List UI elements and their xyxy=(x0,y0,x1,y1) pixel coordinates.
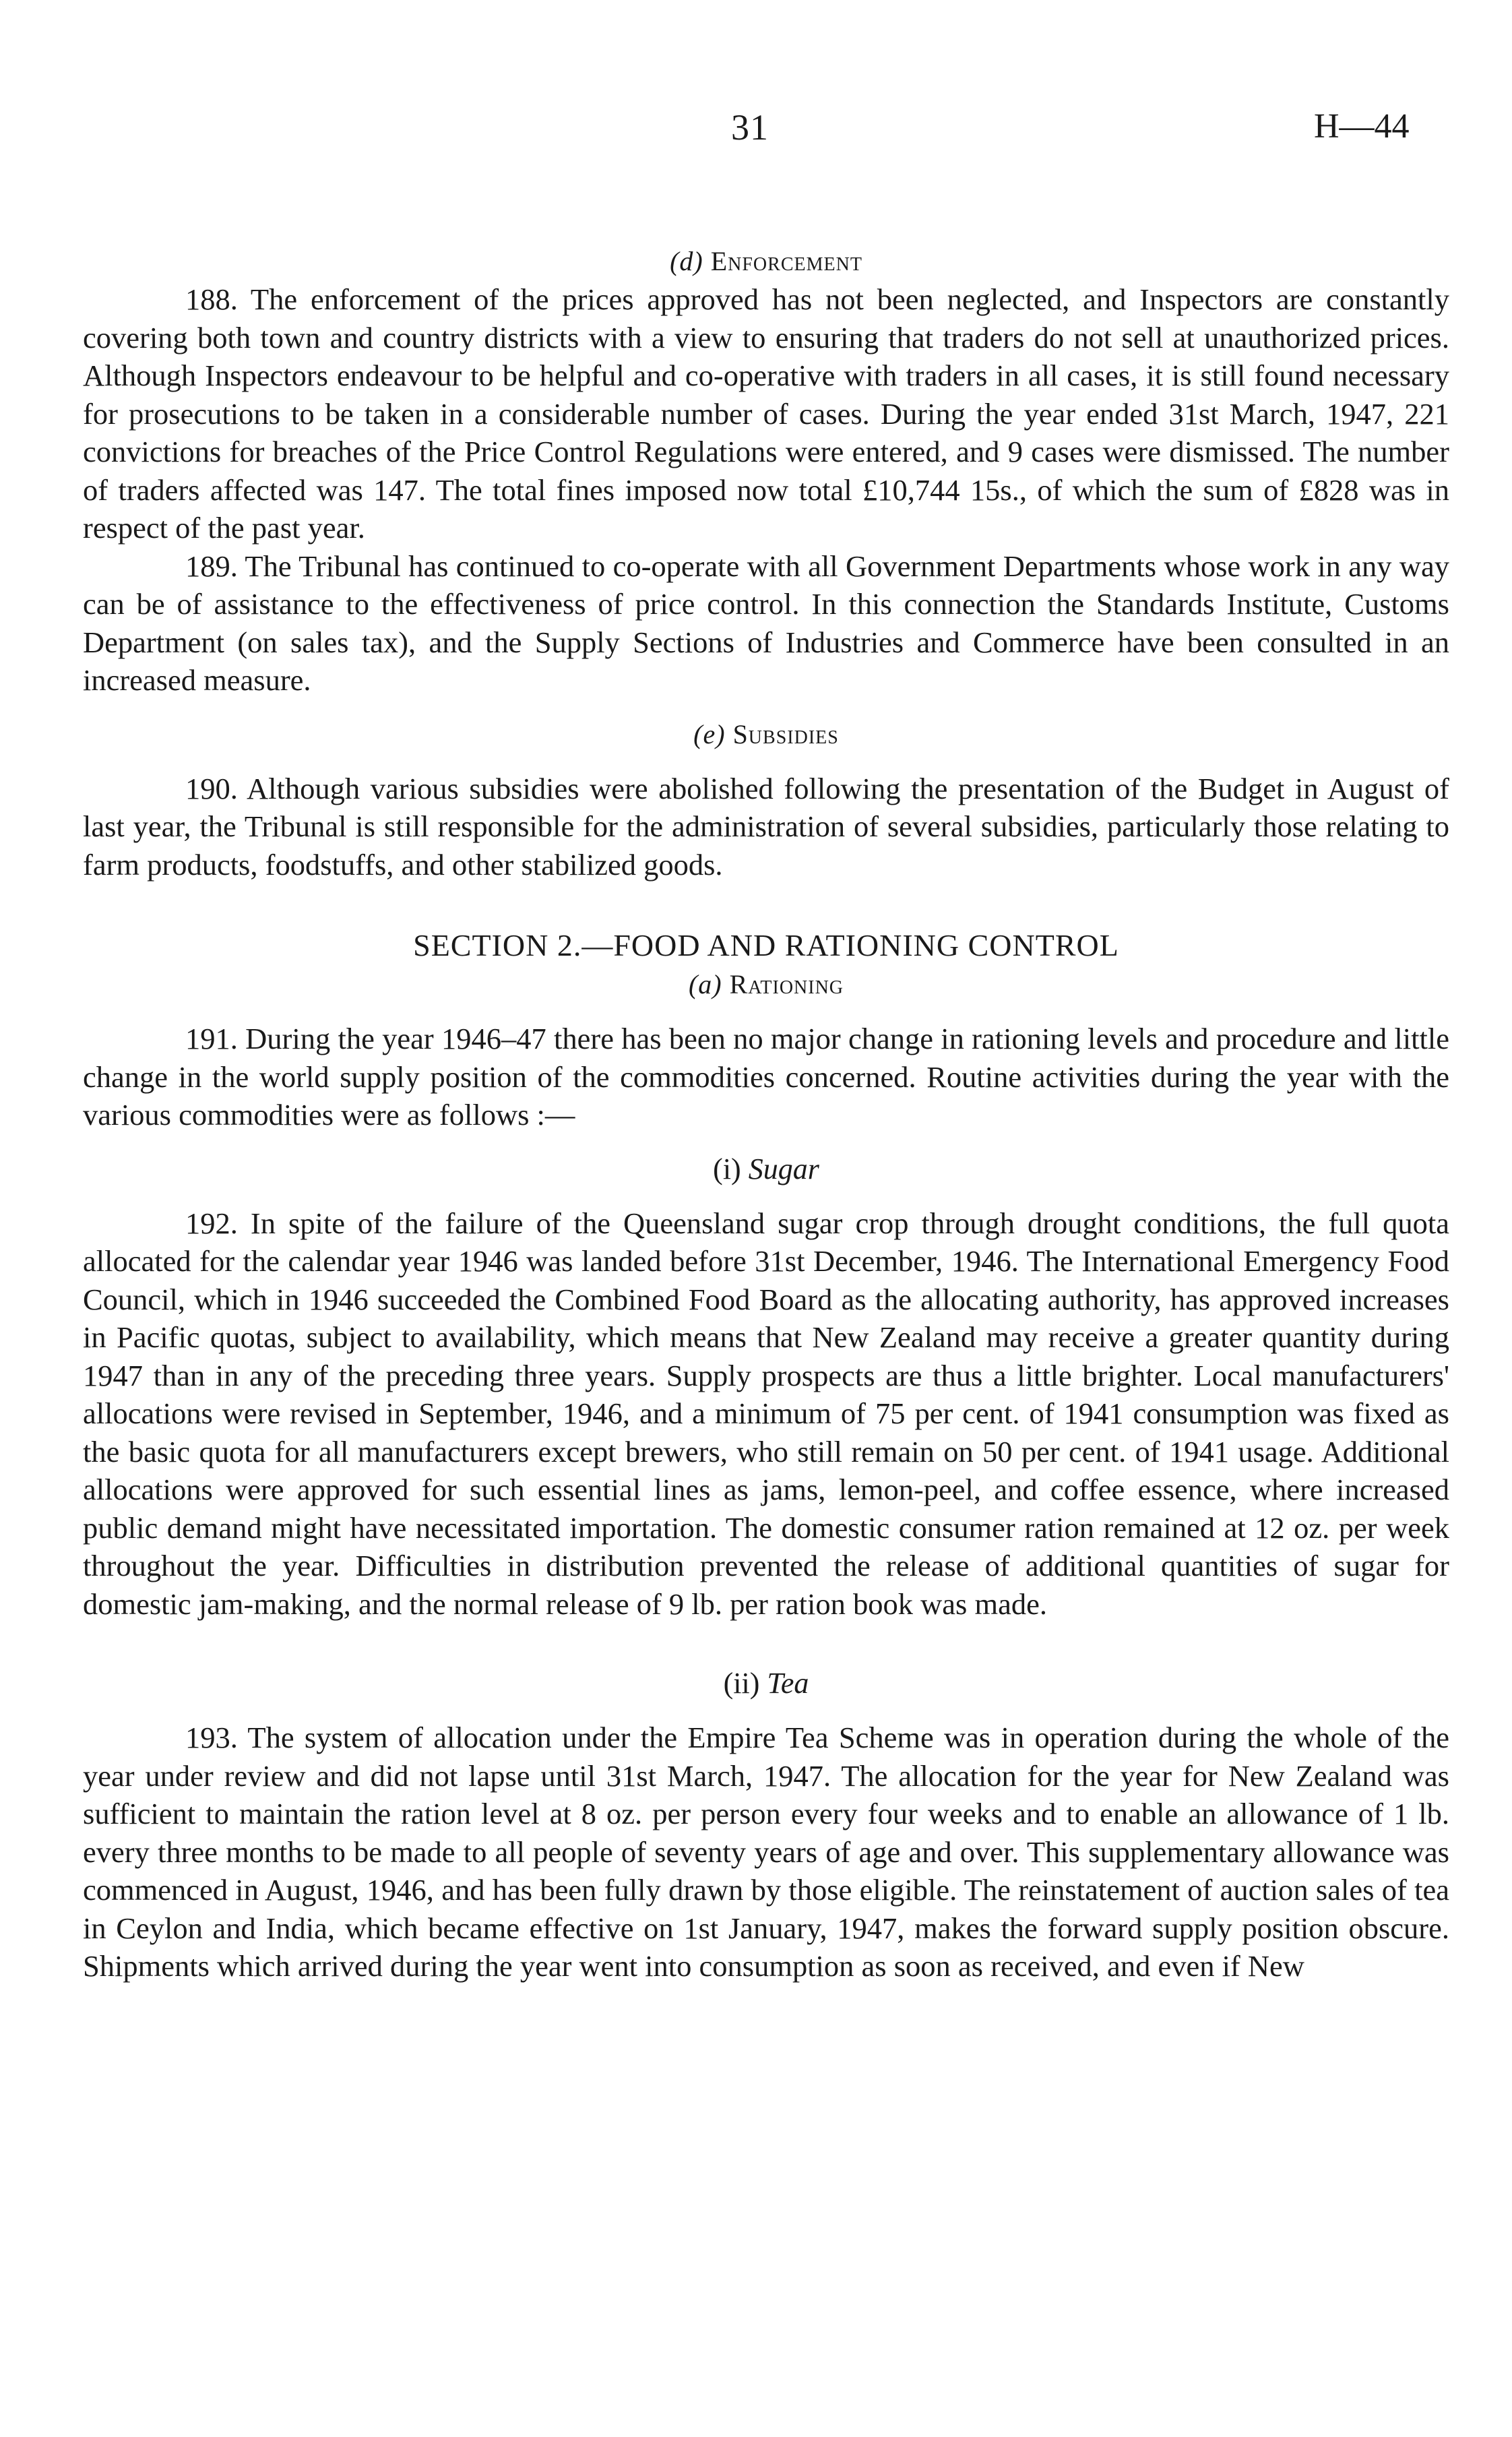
paragraph-189: 189. The Tribunal has continued to co-operate with all Government Departments whose work in any way can be of assistance to the effectiveness of price control. In this connection the Standards Institute, Customs Department (on sales tax), and the Supply Sections of Industries and Commerce have been consulted in an increased measure. xyxy=(83,549,1449,697)
spacer xyxy=(83,1134,1449,1150)
page-number: 31 xyxy=(731,107,769,148)
paragraph-190: 190. Although various subsidies were abolished following the presentation of the Budget in August of last year, the Tribunal is still responsible for the administration of several subsidies, particularly those relating to farm products, foodstuffs, and other stabilized goods. xyxy=(83,771,1449,882)
spacer xyxy=(83,1702,1449,1719)
paragraph-192: 192. In spite of the failure of the Queensland sugar crop through drought conditions, the full quota allocated for the calendar year 1946 was landed before 31st December, 1946. The International Emergency Food Council, which in 1946 succeeded the Combined Food Board as the allocating authority, has approved increases in Pacific quotas, subject to availability, which means that New Zealand may receive a greater quantity during 1947 than in any of the preceding three years. Supply prospects are thus a little brighter. Local manufacturers' allocations were revised in September, 1946, and a minimum of 75 per cent. of 1941 consumption was fixed as the basic quota for all manufacturers except brewers, who still remain on 50 per cent. of 1941 usage. Additional allocations were approved for such essential lines as jams, lemon-peel, and coffee essence, where increased public demand might have necessitated importation. The domestic consumer ration remained at 12 oz. per week throughout the year. Difficulties in distribution prevented the release of additional quantities of sugar for domestic jam-making, and the normal release of 9 lb. per ration book was made. xyxy=(83,1206,1449,1621)
paragraph-193: 193. The system of allocation under the Empire Tea Scheme was in operation during the whole of the year under review and did not lapse until 31st March, 1947. The allocation for the year for New Zealand was sufficient to maintain the ration level at 8 oz. per person every four weeks and to enable an allowance of 1 lb. every three months to be made to all people of seventy years of age and over. This supplementary allowance was commenced in August, 1946, and has been fully drawn by those eligible. The reinstatement of auction sales of tea in Ceylon and India, which became effective on 1st January, 1947, makes the forward supply position obscure. Shipments which arrived during the year went into consumption as soon as received, and even if New xyxy=(83,1721,1449,1983)
paragraph-188: 188. The enforcement of the prices approved has not been neglected, and Inspectors are constantly covering both town and country districts with a view to ensuring that traders do not sell at unauthorized prices. Although Inspectors endeavour to be helpful and co-operative with traders in all cases, it is still found necessary for prosecutions to be taken in a considerable number of cases. During the year ended 31st March, 1947, 221 convictions for breaches of the Price Control Regulations were entered, and 9 cases were dismissed. The number of traders affected was 147. The total fines imposed now total £10,744 15s., of which the sum of £828 was in respect of the past year. xyxy=(83,282,1449,545)
heading-label: (e) xyxy=(693,718,726,749)
heading-title: Subsidies xyxy=(732,718,839,749)
heading-sugar xyxy=(83,1150,1449,1188)
spacer xyxy=(83,700,1449,716)
paragraph-191: 191. During the year 1946–47 there has been no major change in rationing levels and procedure and little change in the world supply position of the commodities concerned. Routine activities during the year with the various commodities were as follows :— xyxy=(83,1022,1449,1132)
heading-title: Rationing xyxy=(729,969,844,999)
section-title: SECTION 2.—FOOD AND RATIONING CONTROL xyxy=(413,928,1119,962)
heading-tea xyxy=(83,1665,1449,1702)
heading-label: (a) xyxy=(688,969,722,999)
body-text xyxy=(83,243,1449,1985)
spacer xyxy=(83,1188,1449,1204)
document-code: H—44 xyxy=(1314,107,1410,146)
spacer xyxy=(83,1004,1449,1020)
heading-title: Tea xyxy=(767,1667,809,1700)
heading-subsidies xyxy=(83,716,1449,753)
heading-label: (d) xyxy=(670,246,703,276)
page-header xyxy=(0,106,1512,154)
spacer xyxy=(83,884,1449,925)
heading-title: Enforcement xyxy=(710,246,862,276)
spacer xyxy=(83,753,1449,770)
heading-enforcement xyxy=(83,243,1449,280)
heading-label: (i) xyxy=(713,1152,741,1185)
spacer xyxy=(83,1623,1449,1665)
heading-rationing xyxy=(83,966,1449,1004)
heading-title: Sugar xyxy=(748,1152,819,1185)
heading-label: (ii) xyxy=(723,1667,760,1700)
